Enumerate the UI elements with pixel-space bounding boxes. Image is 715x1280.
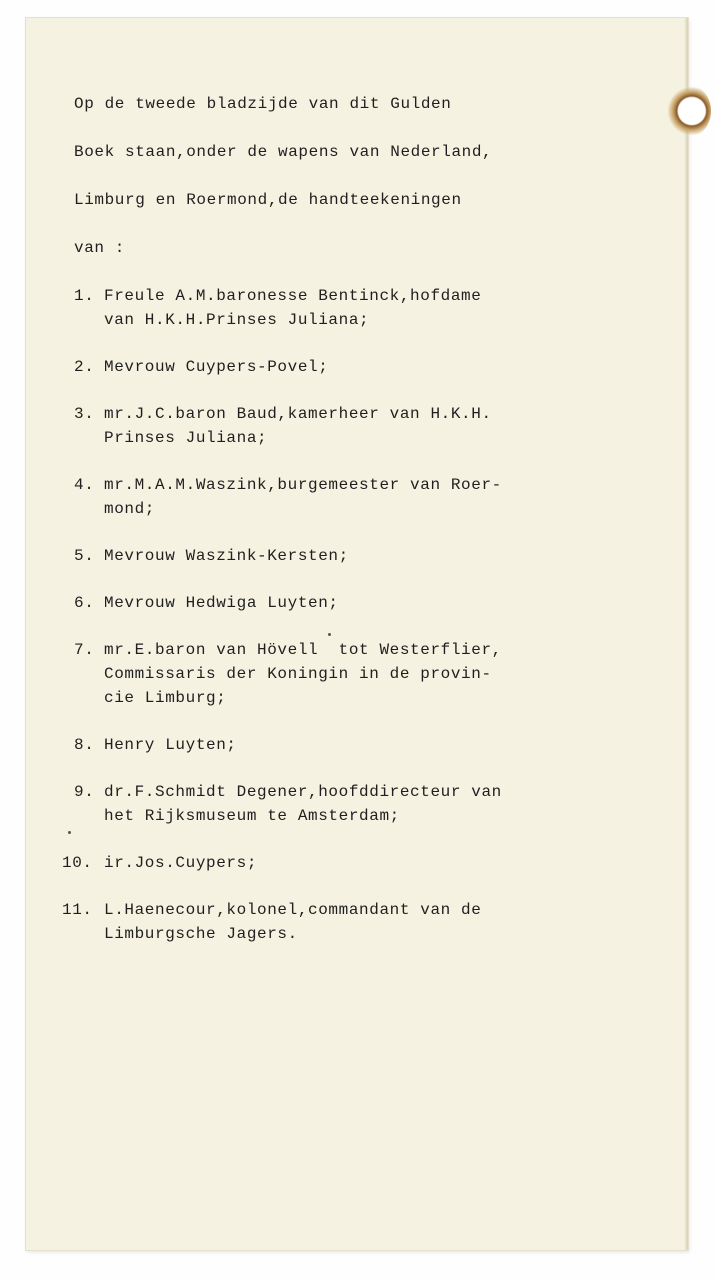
list-item (74, 355, 684, 379)
item-number: 6. (74, 594, 95, 612)
item-line: Mevrouw Hedwiga Luyten; (104, 594, 339, 612)
item-line: van H.K.H.Prinses Juliana; (104, 311, 370, 329)
item-number: 1. (74, 287, 95, 305)
item-number: 11. (62, 901, 93, 919)
item-line: Limburgsche Jagers. (104, 925, 298, 943)
list-item (74, 733, 684, 757)
item-line: mond; (104, 500, 156, 518)
item-line: het Rijksmuseum te Amsterdam; (104, 807, 400, 825)
list-item (62, 851, 684, 875)
item-number: 4. (74, 476, 95, 494)
item-line: dr.F.Schmidt Degener,hoofddirecteur van (104, 783, 502, 801)
intro-line: Limburg en Roermond,de handteekeningen (74, 191, 462, 209)
item-number: 9. (74, 783, 95, 801)
item-line: mr.J.C.baron Baud,kamerheer van H.K.H. (104, 405, 492, 423)
item-number: 3. (74, 405, 95, 423)
item-line: mr.E.baron van Hövell tot Westerflier, (104, 641, 502, 659)
item-line: Freule A.M.baronesse Bentinck,hofdame (104, 287, 482, 305)
item-line: ir.Jos.Cuypers; (104, 854, 258, 872)
paper-edge-shadow (684, 18, 688, 1250)
item-line: mr.M.A.M.Waszink,burgemeester van Roer- (104, 476, 502, 494)
item-line: Mevrouw Cuypers-Povel; (104, 358, 329, 376)
list-item (62, 898, 684, 946)
intro-line: Boek staan,onder de wapens van Nederland, (74, 143, 493, 161)
intro-paragraph (74, 92, 684, 260)
list-item (74, 591, 684, 615)
item-line: Commissaris der Koningin in de provin- (104, 665, 492, 683)
item-number: 8. (74, 736, 95, 754)
intro-line: van : (74, 239, 126, 257)
list-item (74, 402, 684, 450)
item-number: 2. (74, 358, 95, 376)
item-line: Mevrouw Waszink-Kersten; (104, 547, 349, 565)
item-line: L.Haenecour,kolonel,commandant van de (104, 901, 482, 919)
list-item (74, 780, 684, 828)
item-number: 5. (74, 547, 95, 565)
item-line: Henry Luyten; (104, 736, 237, 754)
list-item (74, 473, 684, 521)
item-number: 10. (62, 854, 93, 872)
list-item (74, 638, 684, 710)
list-item (74, 544, 684, 568)
item-line: cie Limburg; (104, 689, 227, 707)
ink-speck (328, 633, 331, 636)
ink-speck (68, 831, 71, 834)
item-line: Prinses Juliana; (104, 429, 268, 447)
typed-text (62, 92, 684, 969)
signatory-list (62, 284, 684, 946)
item-number: 7. (74, 641, 95, 659)
intro-line: Op de tweede bladzijde van dit Gulden (74, 95, 452, 113)
list-item (74, 284, 684, 332)
